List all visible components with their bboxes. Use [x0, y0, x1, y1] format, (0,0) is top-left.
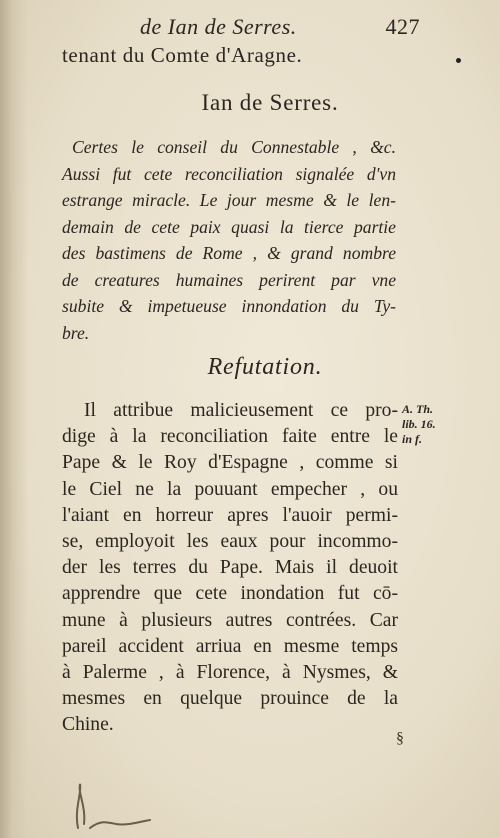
- margin-note-line: lib. 16.: [402, 417, 436, 431]
- quote-line: subite & impetueuse innondation du Ty-: [62, 296, 396, 316]
- body-line: se, employoit les eaux pour incommo-: [62, 531, 398, 553]
- quote-line: estrange miracle. Le jour mesme & le len-: [62, 190, 396, 210]
- body-line: Pape & le Roy d'Espagne , comme si: [62, 452, 398, 474]
- body-line: Il attribue malicieusement ce pro-: [84, 400, 398, 421]
- page-gutter-shadow: [0, 0, 28, 838]
- quoted-passage: [62, 134, 396, 346]
- handwritten-scribble: [60, 780, 180, 830]
- end-mark: §: [396, 730, 404, 747]
- continued-line: tenant du Comte d'Aragne.: [62, 43, 303, 67]
- body-line: der les terres du Pape. Mais il deuoit: [62, 557, 398, 579]
- margin-note-line: in f.: [402, 432, 423, 446]
- quote-line: des bastimens de Rome , & grand nombre: [62, 243, 396, 263]
- margin-reference: [402, 402, 472, 447]
- running-title: de Ian de Serres.: [140, 14, 297, 39]
- body-line: à Palerme , à Florence, à Nysmes, &: [62, 662, 398, 684]
- ink-dot: [456, 58, 461, 63]
- section-heading-ian-de-serres: Ian de Serres.: [201, 90, 339, 115]
- quote-line: Aussi fut cete reconciliation signalée d'vn: [62, 163, 396, 184]
- body-line: le Ciel ne la pouuant empecher , ou: [62, 478, 398, 500]
- quote-line: bre.: [62, 322, 90, 343]
- body-line: l'aiant en horreur apres l'auoir permi-: [62, 504, 398, 526]
- quote-line: de creatures humaines perirent par vne: [62, 269, 396, 290]
- body-line: pareil accident arriua en mesme temps: [62, 635, 398, 657]
- body-line: mune à plusieurs autres contrées. Car: [62, 609, 398, 631]
- quote-line: demain de cete paix quasi la tierce partie: [62, 216, 396, 237]
- quote-line: Certes le conseil du Connestable , &c.: [72, 137, 396, 157]
- body-line: Chine.: [62, 714, 114, 736]
- body-line: apprendre que cete inondation fut cō-: [62, 583, 398, 605]
- section-heading-refutation: Refutation.: [207, 354, 323, 380]
- margin-note-line: A. Th.: [402, 402, 434, 416]
- running-head: [140, 14, 420, 40]
- body-line: dige à la reconciliation faite entre le: [62, 426, 398, 448]
- page-number: 427: [385, 14, 420, 39]
- body-line: mesmes en quelque prouince de la: [62, 688, 398, 710]
- refutation-paragraph: [62, 398, 398, 739]
